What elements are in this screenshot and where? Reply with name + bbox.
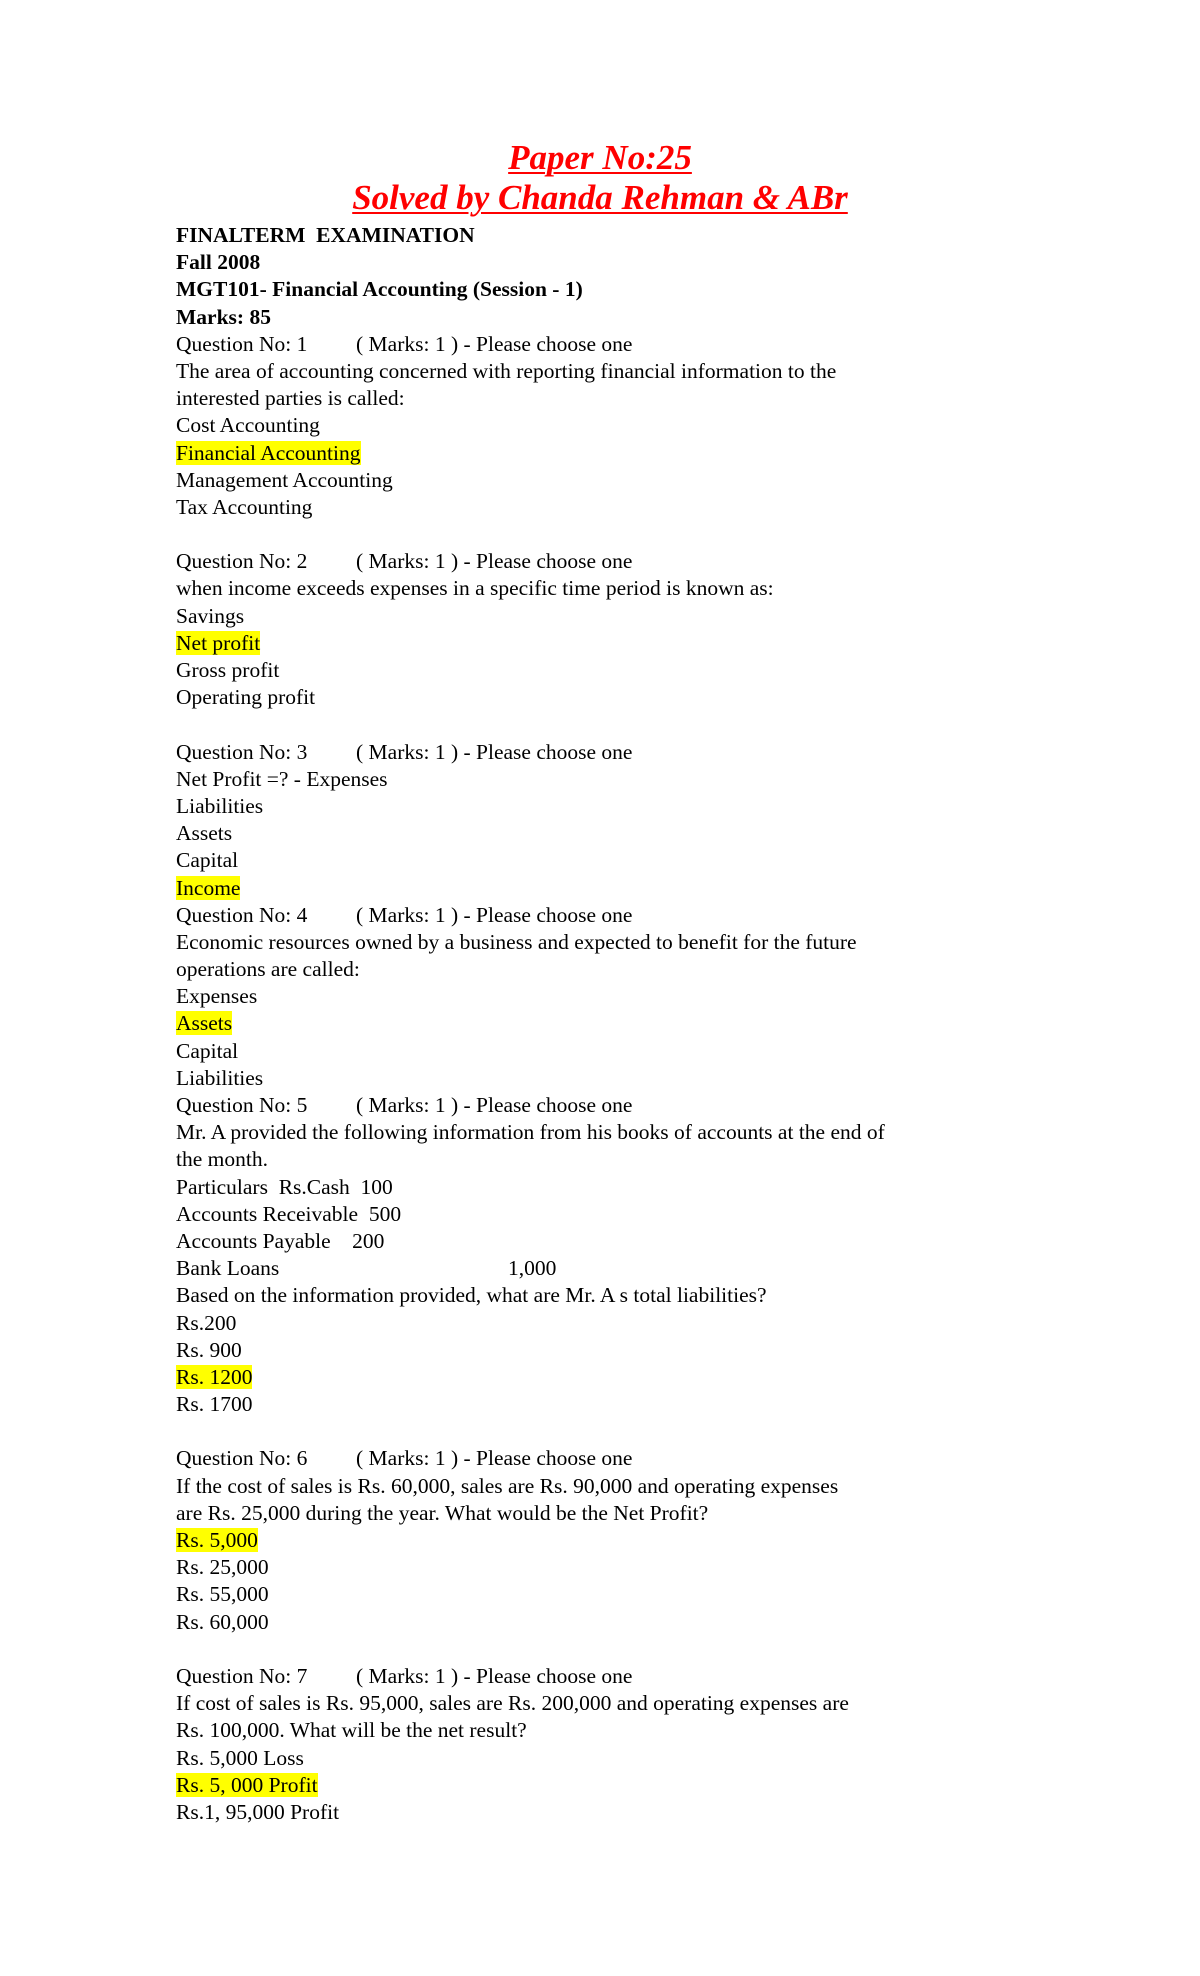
question-text: the month. <box>176 1147 268 1172</box>
answer-option: Cost Accounting <box>176 413 320 438</box>
question-4 <box>176 902 1036 1092</box>
blank-line <box>176 1418 1036 1445</box>
question-number: Question No: 4 <box>176 902 308 927</box>
question-number: Question No: 2 <box>176 549 308 574</box>
answer-option-correct <box>176 1364 1036 1391</box>
fact-line-receivable: Accounts Receivable 500 <box>176 1201 402 1226</box>
answer-option: Assets <box>176 821 233 846</box>
question-5 <box>176 1092 1036 1418</box>
answer-highlight: Financial Accounting <box>176 440 361 465</box>
fact-line-bank-loans <box>176 1255 1036 1282</box>
question-text: The area of accounting concerned with reporting financial information to the <box>176 358 837 383</box>
answer-option-correct <box>176 630 1036 657</box>
question-text: operations are called: <box>176 957 360 982</box>
question-marks: ( Marks: 1 ) - Please choose one <box>356 1663 633 1688</box>
answer-option: Rs. 25,000 <box>176 1555 269 1580</box>
question-3 <box>176 739 1036 902</box>
exam-course: MGT101- Financial Accounting (Session - 1) <box>176 277 583 302</box>
question-6 <box>176 1445 1036 1635</box>
answer-option: Rs.1, 95,000 Profit <box>176 1799 340 1824</box>
answer-option: Expenses <box>176 984 258 1009</box>
paper-number-title: Paper No:25 <box>508 138 692 177</box>
fact-line-payable: Accounts Payable 200 <box>176 1228 385 1253</box>
question-number: Question No: 7 <box>176 1663 308 1688</box>
particulars-label: Particulars <box>176 1174 268 1199</box>
question-marks: ( Marks: 1 ) - Please choose one <box>356 549 633 574</box>
question-text: Mr. A provided the following information from his books of accounts at the end of <box>176 1120 885 1145</box>
answer-highlight: Assets <box>176 1011 233 1036</box>
question-header <box>176 1092 1036 1119</box>
bank-loans-value: 1,000 <box>508 1256 557 1281</box>
answer-option-correct <box>176 1010 1036 1037</box>
cash-value: Rs.Cash 100 <box>278 1174 393 1199</box>
question-text: Rs. 100,000. What will be the net result? <box>176 1718 527 1743</box>
question-number: Question No: 3 <box>176 739 308 764</box>
answer-option: Operating profit <box>176 685 316 710</box>
question-header <box>176 1445 1036 1472</box>
bank-loans-label: Bank Loans <box>176 1256 280 1281</box>
question-text: Economic resources owned by a business and expected to benefit for the future <box>176 929 857 954</box>
question-1 <box>176 331 1036 521</box>
answer-highlight: Rs. 1200 <box>176 1364 253 1389</box>
question-text: are Rs. 25,000 during the year. What would be the Net Profit? <box>176 1500 709 1525</box>
question-number: Question No: 5 <box>176 1093 308 1117</box>
question-marks: ( Marks: 1 ) - Please choose one <box>356 1446 633 1471</box>
question-header <box>176 331 1036 358</box>
answer-highlight: Income <box>176 875 241 900</box>
blank-line <box>176 711 1036 738</box>
answer-option: Liabilities <box>176 1065 264 1090</box>
answer-option: Capital <box>176 848 239 873</box>
question-marks: ( Marks: 1 ) - Please choose one <box>356 739 633 764</box>
blank-line <box>176 521 1036 548</box>
answer-option: Rs.200 <box>176 1310 237 1335</box>
solved-by-title: Solved by Chanda Rehman & ABr <box>352 178 848 217</box>
answer-option-correct <box>176 1527 1036 1554</box>
question-marks: ( Marks: 1 ) - Please choose one <box>356 331 633 356</box>
answer-option-correct <box>176 1772 1036 1799</box>
answer-option: Liabilities <box>176 793 264 818</box>
question-number: Question No: 6 <box>176 1446 308 1471</box>
answer-highlight: Rs. 5, 000 Profit <box>176 1772 318 1797</box>
answer-option: Rs. 900 <box>176 1337 242 1362</box>
answer-option-correct <box>176 875 1036 902</box>
question-text: interested parties is called: <box>176 386 405 411</box>
exam-type: FINALTERM EXAMINATION <box>176 223 475 247</box>
question-marks: ( Marks: 1 ) - Please choose one <box>356 902 633 927</box>
question-text: If the cost of sales is Rs. 60,000, sales are Rs. 90,000 and operating expenses <box>176 1473 839 1498</box>
question-header <box>176 739 1036 766</box>
question-marks: ( Marks: 1 ) - Please choose one <box>356 1093 633 1117</box>
answer-option: Tax Accounting <box>176 494 313 519</box>
answer-highlight: Rs. 5,000 <box>176 1528 258 1552</box>
question-2 <box>176 548 1036 711</box>
blank-line <box>176 1636 1036 1663</box>
answer-option: Rs. 60,000 <box>176 1609 269 1634</box>
answer-option: Savings <box>176 603 245 628</box>
answer-option: Gross profit <box>176 658 280 682</box>
question-text: when income exceeds expenses in a specific time period is known as: <box>176 576 774 601</box>
question-7 <box>176 1663 1036 1826</box>
fact-line-cash <box>176 1174 1036 1201</box>
answer-option: Management Accounting <box>176 467 393 492</box>
question-number: Question No: 1 <box>176 331 308 356</box>
answer-option: Rs. 1700 <box>176 1392 253 1417</box>
question-header <box>176 548 1036 575</box>
question-text: If cost of sales is Rs. 95,000, sales are Rs. 200,000 and operating expenses are <box>176 1691 849 1716</box>
question-header <box>176 902 1036 929</box>
answer-option: Rs. 55,000 <box>176 1582 269 1607</box>
answer-option-correct <box>176 440 1036 467</box>
exam-marks: Marks: 85 <box>176 304 271 329</box>
question-header <box>176 1663 1036 1690</box>
answer-highlight: Net profit <box>176 630 261 655</box>
answer-option: Rs. 5,000 Loss <box>176 1745 304 1770</box>
document-header <box>0 138 1200 218</box>
question-text: Net Profit =? - Expenses <box>176 766 388 791</box>
exam-term: Fall 2008 <box>176 250 261 275</box>
question-text: Based on the information provided, what are Mr. A s total liabilities? <box>176 1283 767 1308</box>
document-body <box>176 222 1036 1826</box>
answer-option: Capital <box>176 1038 239 1063</box>
